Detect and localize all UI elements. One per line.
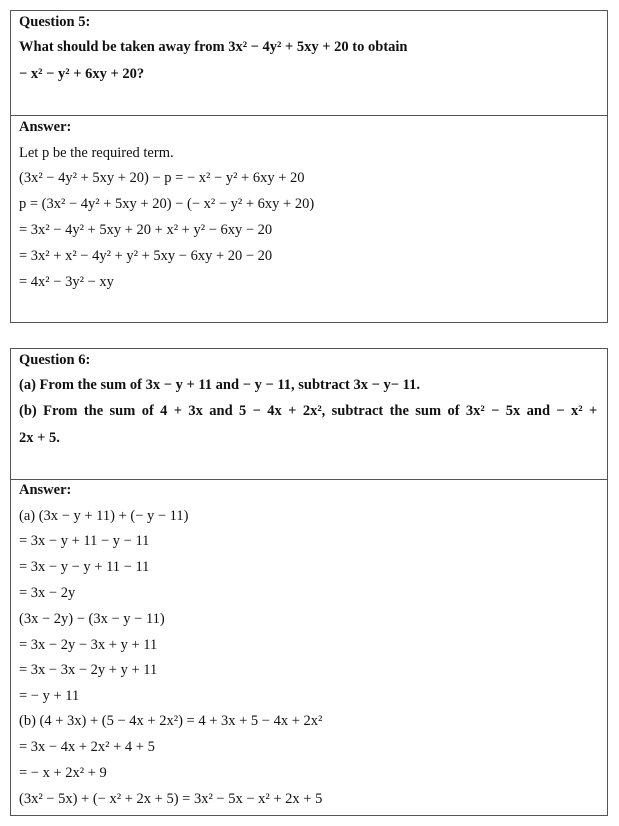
q6-answer-line-4: = 3x − 2y bbox=[19, 585, 76, 601]
q6-answer-line-5: (3x − 2y) − (3x − y − 11) bbox=[19, 611, 165, 627]
question-5-box bbox=[10, 10, 608, 323]
q6-answer-line-10: = 3x − 4x + 2x² + 4 + 5 bbox=[19, 739, 155, 755]
question-5-divider bbox=[11, 115, 607, 116]
q6-answer-line-8: = − y + 11 bbox=[19, 688, 80, 704]
question-5-text-line-2: − x² − y² + 6xy + 20? bbox=[19, 66, 145, 82]
q6-answer-line-6: = 3x − 2y − 3x + y + 11 bbox=[19, 637, 158, 653]
question-5-title: Question 5: bbox=[19, 14, 91, 30]
q5-answer-line-3: p = (3x² − 4y² + 5xy + 20) − (− x² − y² + 6xy + 20) bbox=[19, 196, 315, 212]
question-6-text-line-1: (a) From the sum of 3x − y + 11 and − y − 11, subtract 3x − y− 11. bbox=[19, 377, 420, 393]
q6-answer-line-9: (b) (4 + 3x) + (5 − 4x + 2x²) = 4 + 3x + 5 − 4x + 2x² bbox=[19, 713, 323, 729]
q6-answer-line-2: = 3x − y + 11 − y − 11 bbox=[19, 533, 150, 549]
q5-answer-line-4: = 3x² − 4y² + 5xy + 20 + x² + y² − 6xy − 20 bbox=[19, 222, 273, 238]
q5-answer-line-1: Let p be the required term. bbox=[19, 145, 174, 161]
question-6-answer-label: Answer: bbox=[19, 482, 72, 498]
question-6-text-line-3: 2x + 5. bbox=[19, 430, 60, 446]
question-6-title: Question 6: bbox=[19, 352, 91, 368]
q6-answer-line-12: (3x² − 5x) + (− x² + 2x + 5) = 3x² − 5x − x² + 2x + 5 bbox=[19, 791, 323, 807]
q6-answer-line-7: = 3x − 3x − 2y + y + 11 bbox=[19, 662, 158, 678]
q6-answer-line-3: = 3x − y − y + 11 − 11 bbox=[19, 559, 150, 575]
question-6-divider bbox=[11, 479, 607, 480]
q5-answer-line-5: = 3x² + x² − 4y² + y² + 5xy − 6xy + 20 − 20 bbox=[19, 248, 273, 264]
question-5-text-line-1: What should be taken away from 3x² − 4y² + 5xy + 20 to obtain bbox=[19, 39, 408, 55]
question-5-answer-label: Answer: bbox=[19, 119, 72, 135]
q5-answer-line-6: = 4x² − 3y² − xy bbox=[19, 274, 114, 290]
q5-answer-line-2: (3x² − 4y² + 5xy + 20) − p = − x² − y² + 6xy + 20 bbox=[19, 170, 305, 186]
question-6-box bbox=[10, 348, 608, 816]
q6-answer-line-1: (a) (3x − y + 11) + (− y − 11) bbox=[19, 508, 189, 524]
question-6-text-line-2: (b) From the sum of 4 + 3x and 5 − 4x + 2x², subtract the sum of 3x² − 5x and − x² + bbox=[19, 403, 598, 419]
q6-answer-line-11: = − x + 2x² + 9 bbox=[19, 765, 107, 781]
